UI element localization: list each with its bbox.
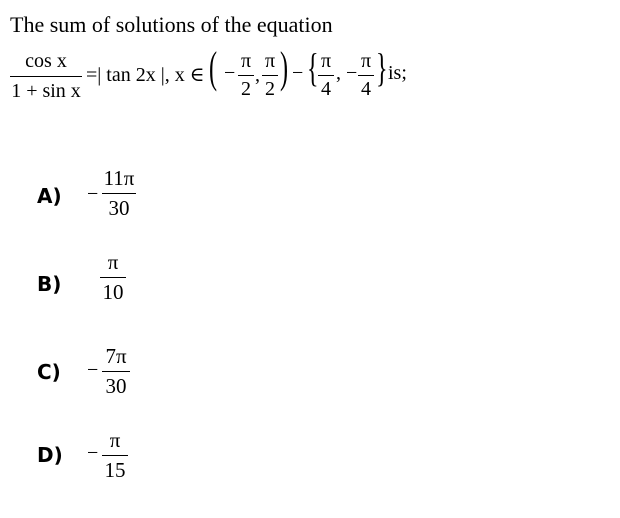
fraction-bar [102, 193, 136, 194]
set-minus-sign: − [292, 62, 304, 84]
option-a-sign: − [87, 183, 99, 205]
option-d-denominator: 15 [104, 458, 126, 482]
fraction-bar [318, 75, 334, 76]
open-brace: { [307, 45, 319, 90]
lhs-fraction [10, 50, 82, 103]
denominator: 2 [265, 78, 275, 100]
fraction-bar [10, 76, 82, 77]
option-c-sign: − [87, 359, 99, 381]
option-a-denominator: 30 [108, 196, 130, 220]
option-d-sign: − [87, 442, 99, 464]
denominator: 2 [241, 78, 251, 100]
close-brace: } [376, 45, 388, 90]
numerator: π [264, 50, 276, 72]
option-a-label[interactable]: A) [37, 184, 62, 208]
fraction-pi-over-2-a [238, 50, 254, 101]
lhs-numerator: cos x [25, 50, 67, 72]
comma: , [255, 64, 260, 86]
option-c-numerator: 7π [105, 344, 127, 368]
option-b-denominator: 10 [102, 280, 124, 304]
numerator: π [240, 50, 252, 72]
fraction-bar [238, 75, 254, 76]
equation-suffix: is; [388, 62, 407, 84]
option-c-label[interactable]: C) [37, 360, 61, 384]
option-c-denominator: 30 [105, 374, 127, 398]
option-c-fraction [102, 344, 130, 399]
question-title: The sum of solutions of the equation [10, 12, 333, 37]
option-b-numerator: π [107, 250, 119, 274]
fraction-pi-over-4-b [358, 50, 374, 101]
comma-minus: , − [336, 62, 358, 84]
fraction-bar [262, 75, 278, 76]
fraction-bar [102, 455, 128, 456]
option-a-fraction [102, 166, 136, 221]
fraction-pi-over-4-a [318, 50, 334, 101]
option-d-label[interactable]: D) [37, 443, 63, 467]
denominator: 4 [361, 78, 371, 100]
minus-sign: − [224, 62, 236, 84]
numerator: π [320, 50, 332, 72]
option-d-fraction [102, 428, 128, 483]
fraction-pi-over-2-b [262, 50, 278, 101]
fraction-bar [100, 277, 126, 278]
close-paren: ) [280, 43, 289, 92]
numerator: π [360, 50, 372, 72]
option-a-numerator: 11π [103, 166, 135, 190]
option-d-numerator: π [109, 428, 121, 452]
fraction-bar [102, 371, 130, 372]
option-b-label[interactable]: B) [37, 272, 62, 296]
open-paren: ( [209, 43, 218, 92]
equation-middle: =| tan 2x |, x ∈ [86, 64, 205, 86]
denominator: 4 [321, 78, 331, 100]
lhs-denominator: 1 + sin x [11, 80, 81, 102]
option-b-fraction [100, 250, 126, 305]
fraction-bar [358, 75, 374, 76]
